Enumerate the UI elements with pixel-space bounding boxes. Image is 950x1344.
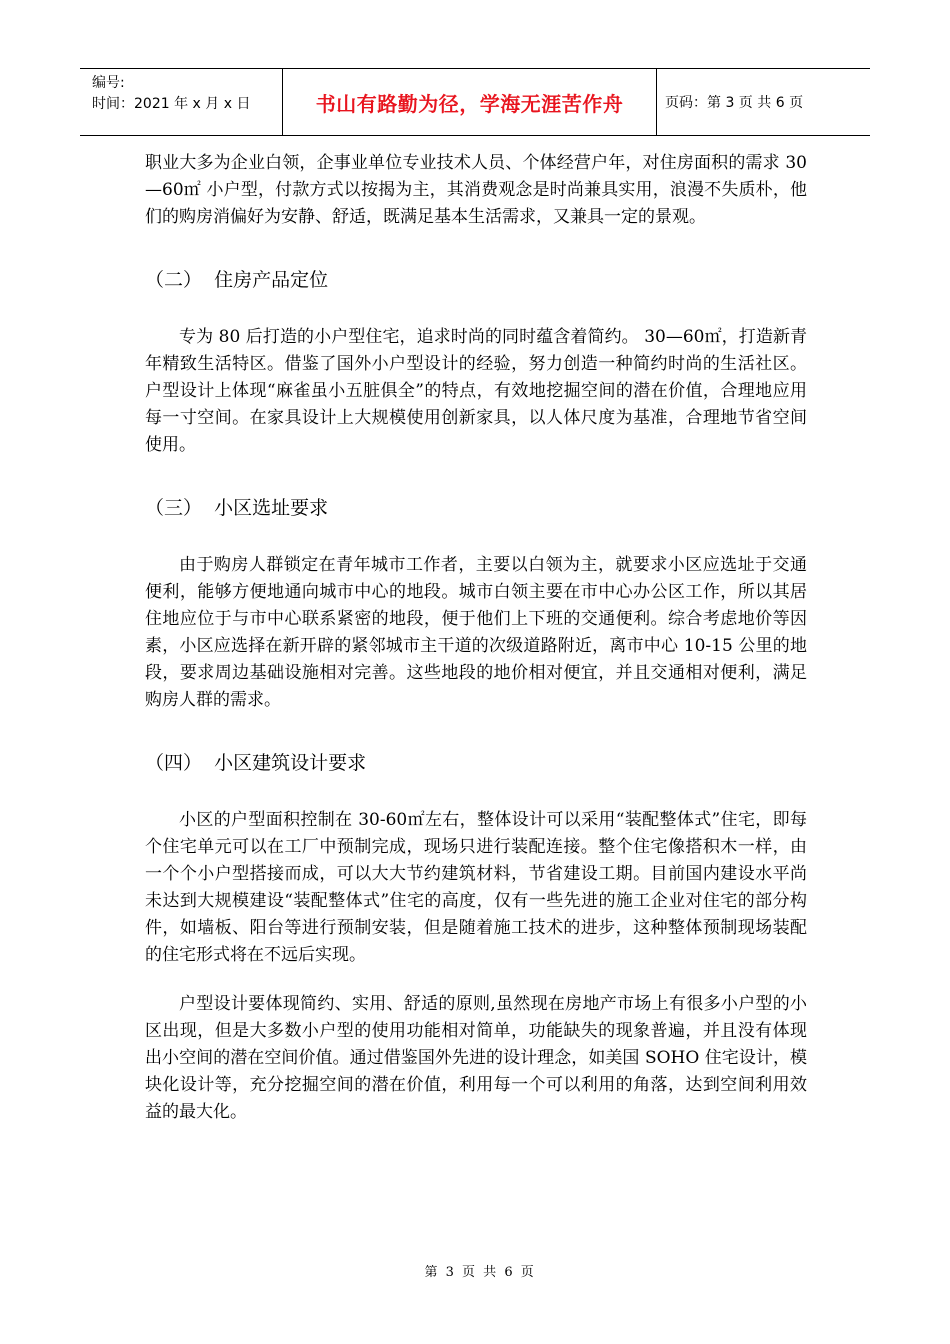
page-header [80,68,870,136]
footer-page-number: 第 3 页 共 6 页 [424,1265,534,1280]
document-number-label: 编号: [92,75,125,91]
intro-paragraph: 职业大多为企业白领，企事业单位专业技术人员、个体经营户年，对住房面积的需求 30—60㎡ 小户型，付款方式以按揭为主，其消费观念是时尚兼具实用，浪漫不失质朴，他们的购房消偏好为安静、舒适，既满足基本生活需求，又兼具一定的景观。 [145,153,807,227]
section-heading-4: （四） 小区建筑设计要求 [145,752,367,774]
section-4-paragraph-2: 户型设计要体现简约、实用、舒适的原则,虽然现在房地产市场上有很多小户型的小区出现，但是大多数小户型的使用功能相对简单，功能缺失的现象普遍，并且没有体现出小空间的潜在空间价值。通过借鉴国外先进的设计理念，如美国 SOHO 住宅设计，模块化设计等，充分挖掘空间的潜在价值，利用每一个可以利用的角落，达到空间利用效益的最大化。 [145,994,807,1122]
section-2-paragraph: 专为 80 后打造的小户型住宅，追求时尚的同时蕴含着简约。 30—60㎡，打造新青年精致生活特区。借鉴了国外小户型设计的经验，努力创造一种简约时尚的生活社区。户型设计上体现“麻雀虽小五脏俱全”的特点，有效地挖掘空间的潜在价值，合理地应用每一寸空间。在家具设计上大规模使用创新家具，以人体尺度为基准，合理地节省空间使用。 [145,327,807,455]
document-date-label: 时间：2021 年 x 月 x 日 [92,96,251,112]
paragraph-gap [145,969,807,991]
header-motto: 书山有路勤为径，学海无涯苦作舟 [283,69,657,135]
section-heading-2: （二） 住房产品定位 [145,269,329,291]
document-body [145,150,807,1126]
section-4-paragraph-1: 小区的户型面积控制在 30-60㎡左右，整体设计可以采用“装配整体式”住宅，即每个住宅单元可以在工厂中预制完成，现场只进行装配连接。整个住宅像搭积木一样，由一个个小户型搭接而成，可以大大节约建筑材料，节省建设工期。目前国内建设水平尚未达到大规模建设“装配整体式”住宅的高度，仅有一些先进的施工企业对住宅的部分构件，如墙板、阳台等进行预制安装，但是随着施工技术的进步，这种整体预制现场装配的住宅形式将在不远后实现。 [145,810,807,965]
page-footer [0,1246,950,1280]
section-heading-3: （三） 小区选址要求 [145,497,329,519]
section-3-paragraph: 由于购房人群锁定在青年城市工作者，主要以白领为主，就要求小区应选址于交通便利，能够方便地通向城市中心的地段。城市白领主要在市中心办公区工作，所以其居住地应位于与市中心联系紧密的地段，便于他们上下班的交通便利。综合考虑地价等因素，小区应选择在新开辟的紧邻城市主干道的次级道路附近，离市中心 10-15 公里的地段，要求周边基础设施相对完善。这些地段的地价相对便宜，并且交通相对便利，满足购房人群的需求。 [145,555,807,710]
header-meta-cell [80,69,283,135]
header-page-info: 页码：第 3 页 共 6 页 [665,95,804,111]
